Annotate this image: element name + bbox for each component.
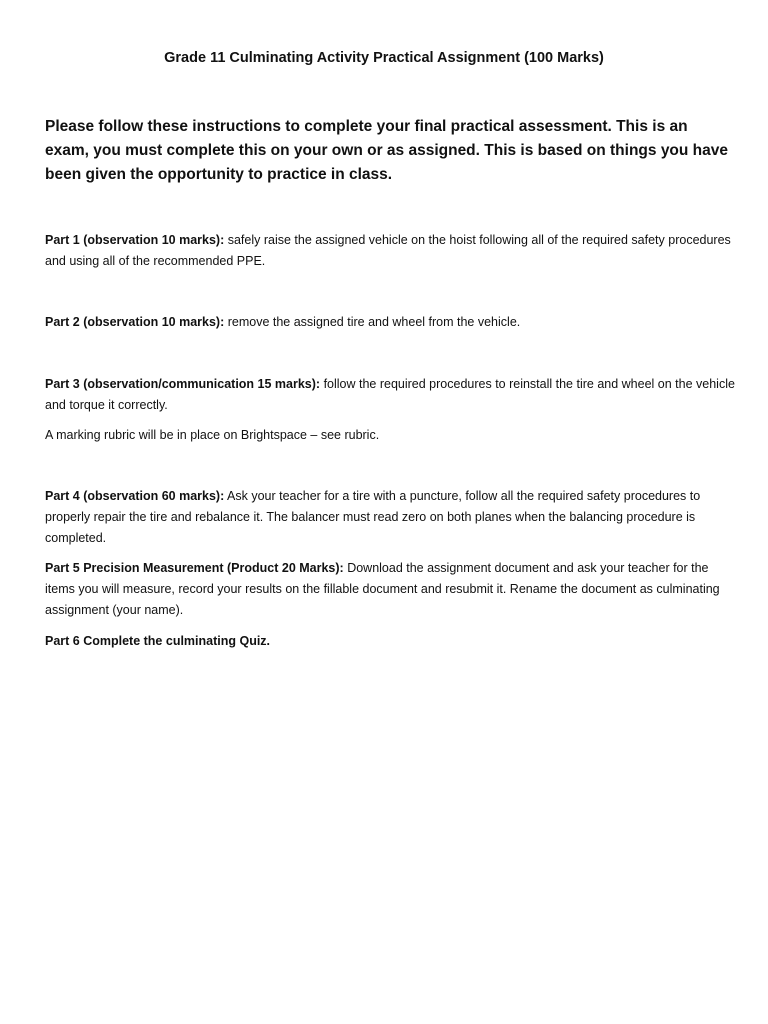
- part-4-label: Part 4 (observation 60 marks):: [45, 489, 225, 503]
- part-5-label: Part 5 Precision Measurement (Product 20 Marks):: [45, 561, 344, 575]
- part-3-label: Part 3 (observation/communication 15 marks):: [45, 377, 321, 391]
- part-1-paragraph: [45, 230, 735, 272]
- part-5-paragraph: [45, 558, 735, 621]
- part-4-text: Ask your teacher for a tire with a puncture, follow all the required safety procedures to properly repair the tire and rebalance it. The balancer must read zero on both planes when the balancing procedure is completed.: [45, 489, 701, 545]
- part-2-text: remove the assigned tire and wheel from the vehicle.: [224, 315, 521, 329]
- part-6-paragraph: Part 6 Complete the culminating Quiz.: [45, 634, 271, 648]
- part-3-paragraph: [45, 374, 735, 416]
- part-1-text: safely raise the assigned vehicle on the hoist following all of the required safety procedures and using all of the recommended PPE.: [45, 233, 731, 268]
- part-2-paragraph: [45, 312, 735, 333]
- part-4-paragraph: [45, 486, 735, 549]
- part-3-text: follow the required procedures to reinstall the tire and wheel on the vehicle and torque it correctly.: [45, 377, 735, 412]
- intro-instructions: Please follow these instructions to complete your final practical assessment. This is an exam, you must complete this on your own or as assigned. This is based on things you have been given the opportunity to practice in class.: [45, 118, 729, 183]
- part-5-text: Download the assignment document and ask your teacher for the items you will measure, record your results on the fillable document and resubmit it. Rename the document as culminating assignment (your name).: [45, 561, 720, 617]
- document-title: Grade 11 Culminating Activity Practical Assignment (100 Marks): [164, 50, 604, 66]
- rubric-note: A marking rubric will be in place on Brightspace – see rubric.: [45, 428, 380, 442]
- part-1-label: Part 1 (observation 10 marks):: [45, 233, 225, 247]
- part-2-label: Part 2 (observation 10 marks):: [45, 315, 225, 329]
